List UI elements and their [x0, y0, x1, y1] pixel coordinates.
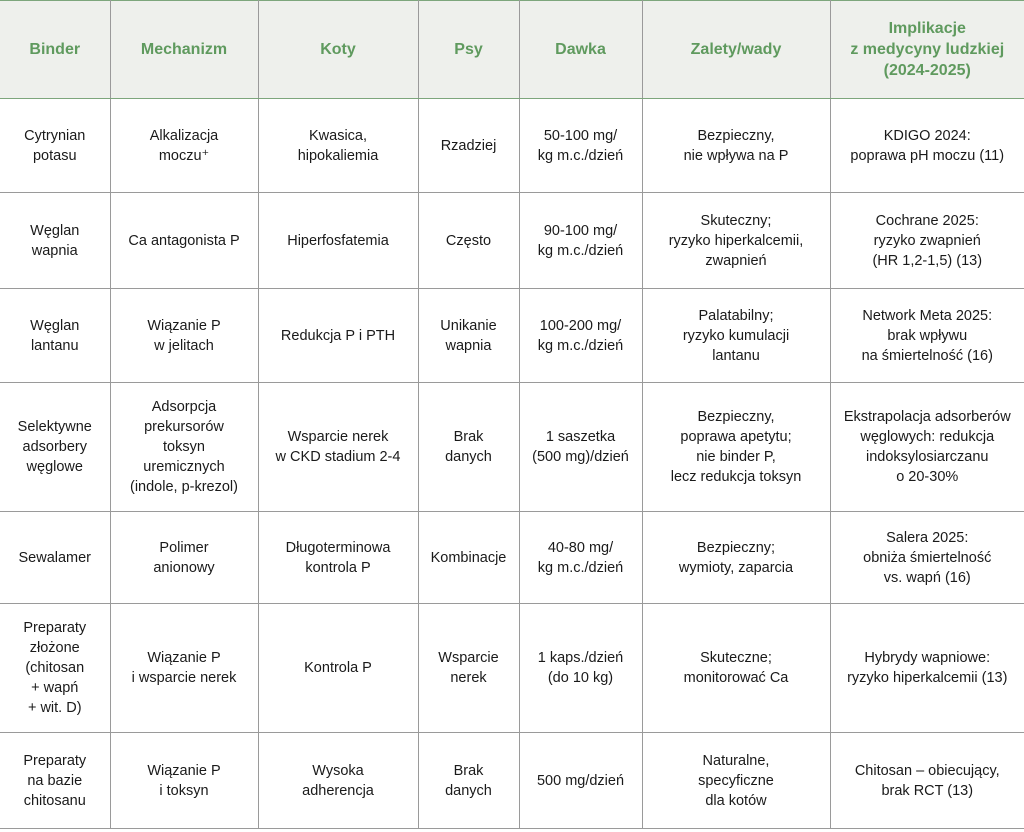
header-binder: Binder: [0, 1, 110, 99]
table-row: [0, 99, 1024, 193]
cell-pros-cons: Bezpieczny, nie wpływa na P: [642, 99, 830, 193]
cell-binder: Sewalamer: [0, 512, 110, 604]
cell-mechanism: Wiązanie P i toksyn: [110, 733, 258, 829]
table-row: [0, 512, 1024, 604]
header-dogs: Psy: [418, 1, 519, 99]
cell-pros-cons: Bezpieczny, poprawa apetytu; nie binder P, lecz redukcja toksyn: [642, 383, 830, 512]
table-row: [0, 604, 1024, 733]
cell-pros-cons: Naturalne, specyficzne dla kotów: [642, 733, 830, 829]
cell-cats: Redukcja P i PTH: [258, 289, 418, 383]
cell-dose: 1 saszetka (500 mg)/dzień: [519, 383, 642, 512]
cell-dose: 90-100 mg/ kg m.c./dzień: [519, 193, 642, 289]
header-cats: Koty: [258, 1, 418, 99]
cell-dogs: Często: [418, 193, 519, 289]
cell-mechanism: Ca antagonista P: [110, 193, 258, 289]
table-row: [0, 193, 1024, 289]
cell-cats: Wsparcie nerek w CKD stadium 2-4: [258, 383, 418, 512]
table-row: [0, 289, 1024, 383]
cell-dogs: Brak danych: [418, 383, 519, 512]
cell-human-medicine: Hybrydy wapniowe: ryzyko hiperkalcemii (13): [830, 604, 1024, 733]
cell-dogs: Wsparcie nerek: [418, 604, 519, 733]
cell-binder: Węglan lantanu: [0, 289, 110, 383]
header-pros-cons: Zalety/wady: [642, 1, 830, 99]
header-row: [0, 1, 1024, 99]
cell-human-medicine: Cochrane 2025: ryzyko zwapnień (HR 1,2-1,5) (13): [830, 193, 1024, 289]
cell-dogs: Rzadziej: [418, 99, 519, 193]
cell-cats: Hiperfosfatemia: [258, 193, 418, 289]
cell-dogs: Unikanie wapnia: [418, 289, 519, 383]
header-human-medicine: Implikacje z medycyny ludzkiej (2024-2025): [830, 1, 1024, 99]
table-row: [0, 733, 1024, 829]
cell-dose: 500 mg/dzień: [519, 733, 642, 829]
cell-dose: 1 kaps./dzień (do 10 kg): [519, 604, 642, 733]
table-row: [0, 383, 1024, 512]
cell-human-medicine: KDIGO 2024: poprawa pH moczu (11): [830, 99, 1024, 193]
cell-dose: 40-80 mg/ kg m.c./dzień: [519, 512, 642, 604]
cell-binder: Selektywne adsorbery węglowe: [0, 383, 110, 512]
header-dose: Dawka: [519, 1, 642, 99]
cell-mechanism: Wiązanie P w jelitach: [110, 289, 258, 383]
header-mechanism: Mechanizm: [110, 1, 258, 99]
cell-human-medicine: Chitosan – obiecujący, brak RCT (13): [830, 733, 1024, 829]
cell-dogs: Brak danych: [418, 733, 519, 829]
cell-binder: Preparaty na bazie chitosanu: [0, 733, 110, 829]
cell-cats: Wysoka adherencja: [258, 733, 418, 829]
cell-cats: Długoterminowa kontrola P: [258, 512, 418, 604]
cell-pros-cons: Skuteczny; ryzyko hiperkalcemii, zwapnień: [642, 193, 830, 289]
cell-pros-cons: Bezpieczny; wymioty, zaparcia: [642, 512, 830, 604]
cell-binder: Preparaty złożone (chitosan + wapń + wit. D): [0, 604, 110, 733]
cell-dogs: Kombinacje: [418, 512, 519, 604]
cell-binder: Cytrynian potasu: [0, 99, 110, 193]
cell-pros-cons: Palatabilny; ryzyko kumulacji lantanu: [642, 289, 830, 383]
cell-human-medicine: Ekstrapolacja adsorberów węglowych: redukcja indoksylosiarczanu o 20-30%: [830, 383, 1024, 512]
cell-cats: Kwasica, hipokaliemia: [258, 99, 418, 193]
cell-mechanism: Alkalizacja moczu⁺: [110, 99, 258, 193]
cell-cats: Kontrola P: [258, 604, 418, 733]
cell-human-medicine: Salera 2025: obniża śmiertelność vs. wapń (16): [830, 512, 1024, 604]
cell-dose: 100-200 mg/ kg m.c./dzień: [519, 289, 642, 383]
cell-mechanism: Polimer anionowy: [110, 512, 258, 604]
cell-pros-cons: Skuteczne; monitorować Ca: [642, 604, 830, 733]
cell-dose: 50-100 mg/ kg m.c./dzień: [519, 99, 642, 193]
cell-mechanism: Adsorpcja prekursorów toksyn uremicznych (indole, p-krezol): [110, 383, 258, 512]
cell-mechanism: Wiązanie P i wsparcie nerek: [110, 604, 258, 733]
cell-binder: Węglan wapnia: [0, 193, 110, 289]
cell-human-medicine: Network Meta 2025: brak wpływu na śmiertelność (16): [830, 289, 1024, 383]
